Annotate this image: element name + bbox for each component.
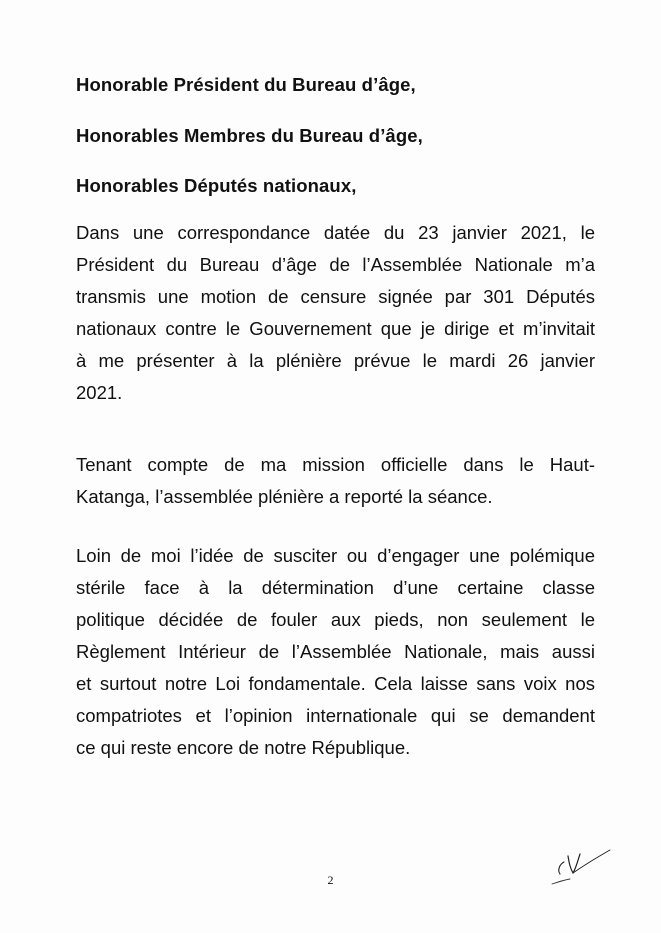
paragraph-line: compatriotes et l’opinion internationale qui se demandent (76, 705, 595, 726)
paragraph-line: et surtout notre Loi fondamentale. Cela laisse sans voix nos (76, 673, 595, 694)
paragraph-line: stérile face à la détermination d’une certaine classe (76, 577, 595, 598)
signature-initials (548, 840, 618, 890)
paragraph-line: ce qui reste encore de notre République. (76, 737, 411, 758)
page-number: 2 (327, 873, 334, 887)
paragraph-line: Président du Bureau d’âge de l’Assemblée Nationale m’a (76, 254, 595, 275)
paragraph-correspondence (76, 217, 595, 409)
paragraph-line: Loin de moi l’idée de susciter ou d’engager une polémique (76, 545, 595, 566)
paragraph-line: à me présenter à la plénière prévue le mardi 26 janvier (76, 350, 595, 371)
salutation-members: Honorables Membres du Bureau d’âge, (76, 125, 423, 146)
paragraph-line: nationaux contre le Gouvernement que je dirige et m’invitait (76, 318, 595, 339)
paragraph-polemic (76, 540, 595, 764)
paragraph-line: Tenant compte de ma mission officielle dans le Haut- (76, 454, 595, 475)
paragraph-line: Règlement Intérieur de l’Assemblée Nationale, mais aussi (76, 641, 595, 662)
paragraph-line: 2021. (76, 382, 123, 403)
paragraph-line: Dans une correspondance datée du 23 janvier 2021, le (76, 222, 595, 243)
salutation-deputies: Honorables Députés nationaux, (76, 175, 357, 196)
salutation-president: Honorable Président du Bureau d’âge, (76, 74, 416, 95)
paragraph-mission (76, 449, 595, 513)
paragraph-line: Katanga, l’assemblée plénière a reporté la séance. (76, 486, 493, 507)
paragraph-line: transmis une motion de censure signée par 301 Députés (76, 286, 595, 307)
paragraph-line: politique décidée de fouler aux pieds, non seulement le (76, 609, 595, 630)
